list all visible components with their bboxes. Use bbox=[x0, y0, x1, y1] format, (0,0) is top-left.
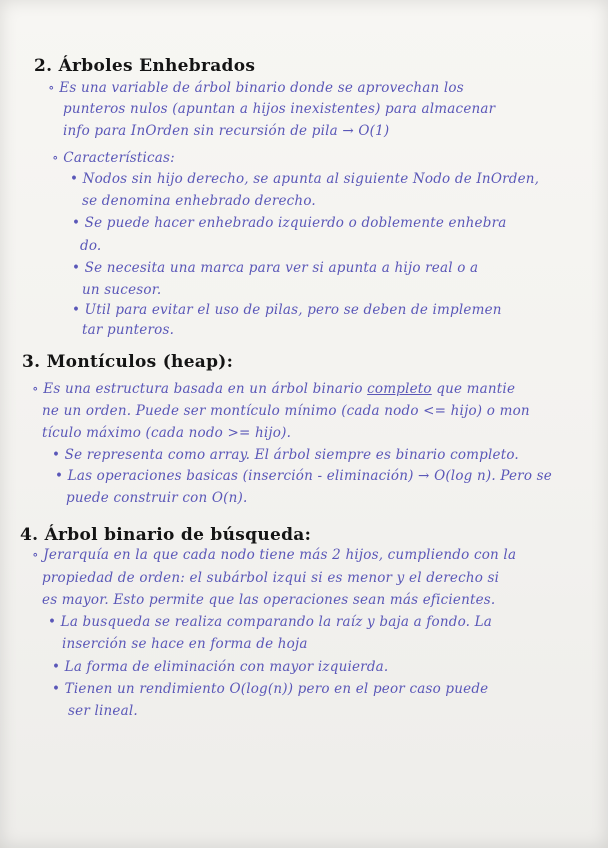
text-line: punteros nulos (apuntan a hijos inexistentes) para almacenar bbox=[63, 101, 496, 117]
bullet-item: • Nodos sin hijo derecho, se apunta al siguiente Nodo de InOrden, bbox=[70, 171, 540, 187]
text-line: ne un orden. Puede ser montículo mínimo (cada nodo <= hijo) o mon bbox=[42, 403, 530, 419]
bullet-item: • Las operaciones basicas (inserción - eliminación) → O(log n). Pero se bbox=[55, 468, 552, 484]
text-fragment: que mantie bbox=[431, 381, 516, 397]
bullet-item: • Se representa como array. El árbol siempre es binario completo. bbox=[52, 447, 519, 463]
text-line: tículo máximo (cada nodo >= hijo). bbox=[42, 425, 292, 441]
text-fragment: ∘ Es una estructura basada en un árbol binario bbox=[32, 381, 368, 397]
text-line: info para InOrden sin recursión de pila → O(1) bbox=[63, 123, 390, 139]
text-line: puede construir con O(n). bbox=[66, 490, 248, 506]
text-line: inserción se hace en forma de hoja bbox=[62, 636, 308, 652]
bullet-item: • Se necesita una marca para ver si apunta a hijo real o a bbox=[72, 260, 479, 276]
bullet-item: • La forma de eliminación con mayor izquierda. bbox=[52, 659, 389, 675]
text-line: es mayor. Esto permite que las operaciones sean más eficientes. bbox=[42, 592, 496, 608]
bullet-item: • Se puede hacer enhebrado izquierdo o doblemente enhebra bbox=[72, 215, 507, 231]
section-heading-arbol-binario-busqueda: 4. Árbol binario de búsqueda: bbox=[20, 525, 312, 545]
text-line: ∘ Jerarquía en la que cada nodo tiene más 2 hijos, cumpliendo con la bbox=[32, 547, 517, 563]
text-line: se denomina enhebrado derecho. bbox=[82, 193, 316, 209]
bullet-item: • Tienen un rendimiento O(log(n)) pero en el peor caso puede bbox=[52, 681, 489, 697]
text-line: propiedad de orden: el subárbol izqui si es menor y el derecho si bbox=[42, 570, 500, 586]
underlined-word: completo bbox=[367, 381, 432, 397]
text-line: do. bbox=[80, 238, 102, 254]
text-line bbox=[32, 381, 515, 397]
text-line: un sucesor. bbox=[82, 282, 162, 298]
text-line: ser lineal. bbox=[68, 703, 138, 719]
text-line: ∘ Es una variable de árbol binario donde se aprovechan los bbox=[48, 80, 464, 96]
bullet-item: • Util para evitar el uso de pilas, pero se deben de implemen bbox=[72, 302, 502, 318]
section-heading-monticulos: 3. Montículos (heap): bbox=[22, 352, 234, 372]
text-line: ∘ Características: bbox=[52, 150, 175, 166]
section-heading-arboles-enhebrados: 2. Árboles Enhebrados bbox=[34, 56, 256, 76]
bullet-item: • La busqueda se realiza comparando la raíz y baja a fondo. La bbox=[48, 614, 493, 630]
text-line: tar punteros. bbox=[82, 322, 175, 338]
